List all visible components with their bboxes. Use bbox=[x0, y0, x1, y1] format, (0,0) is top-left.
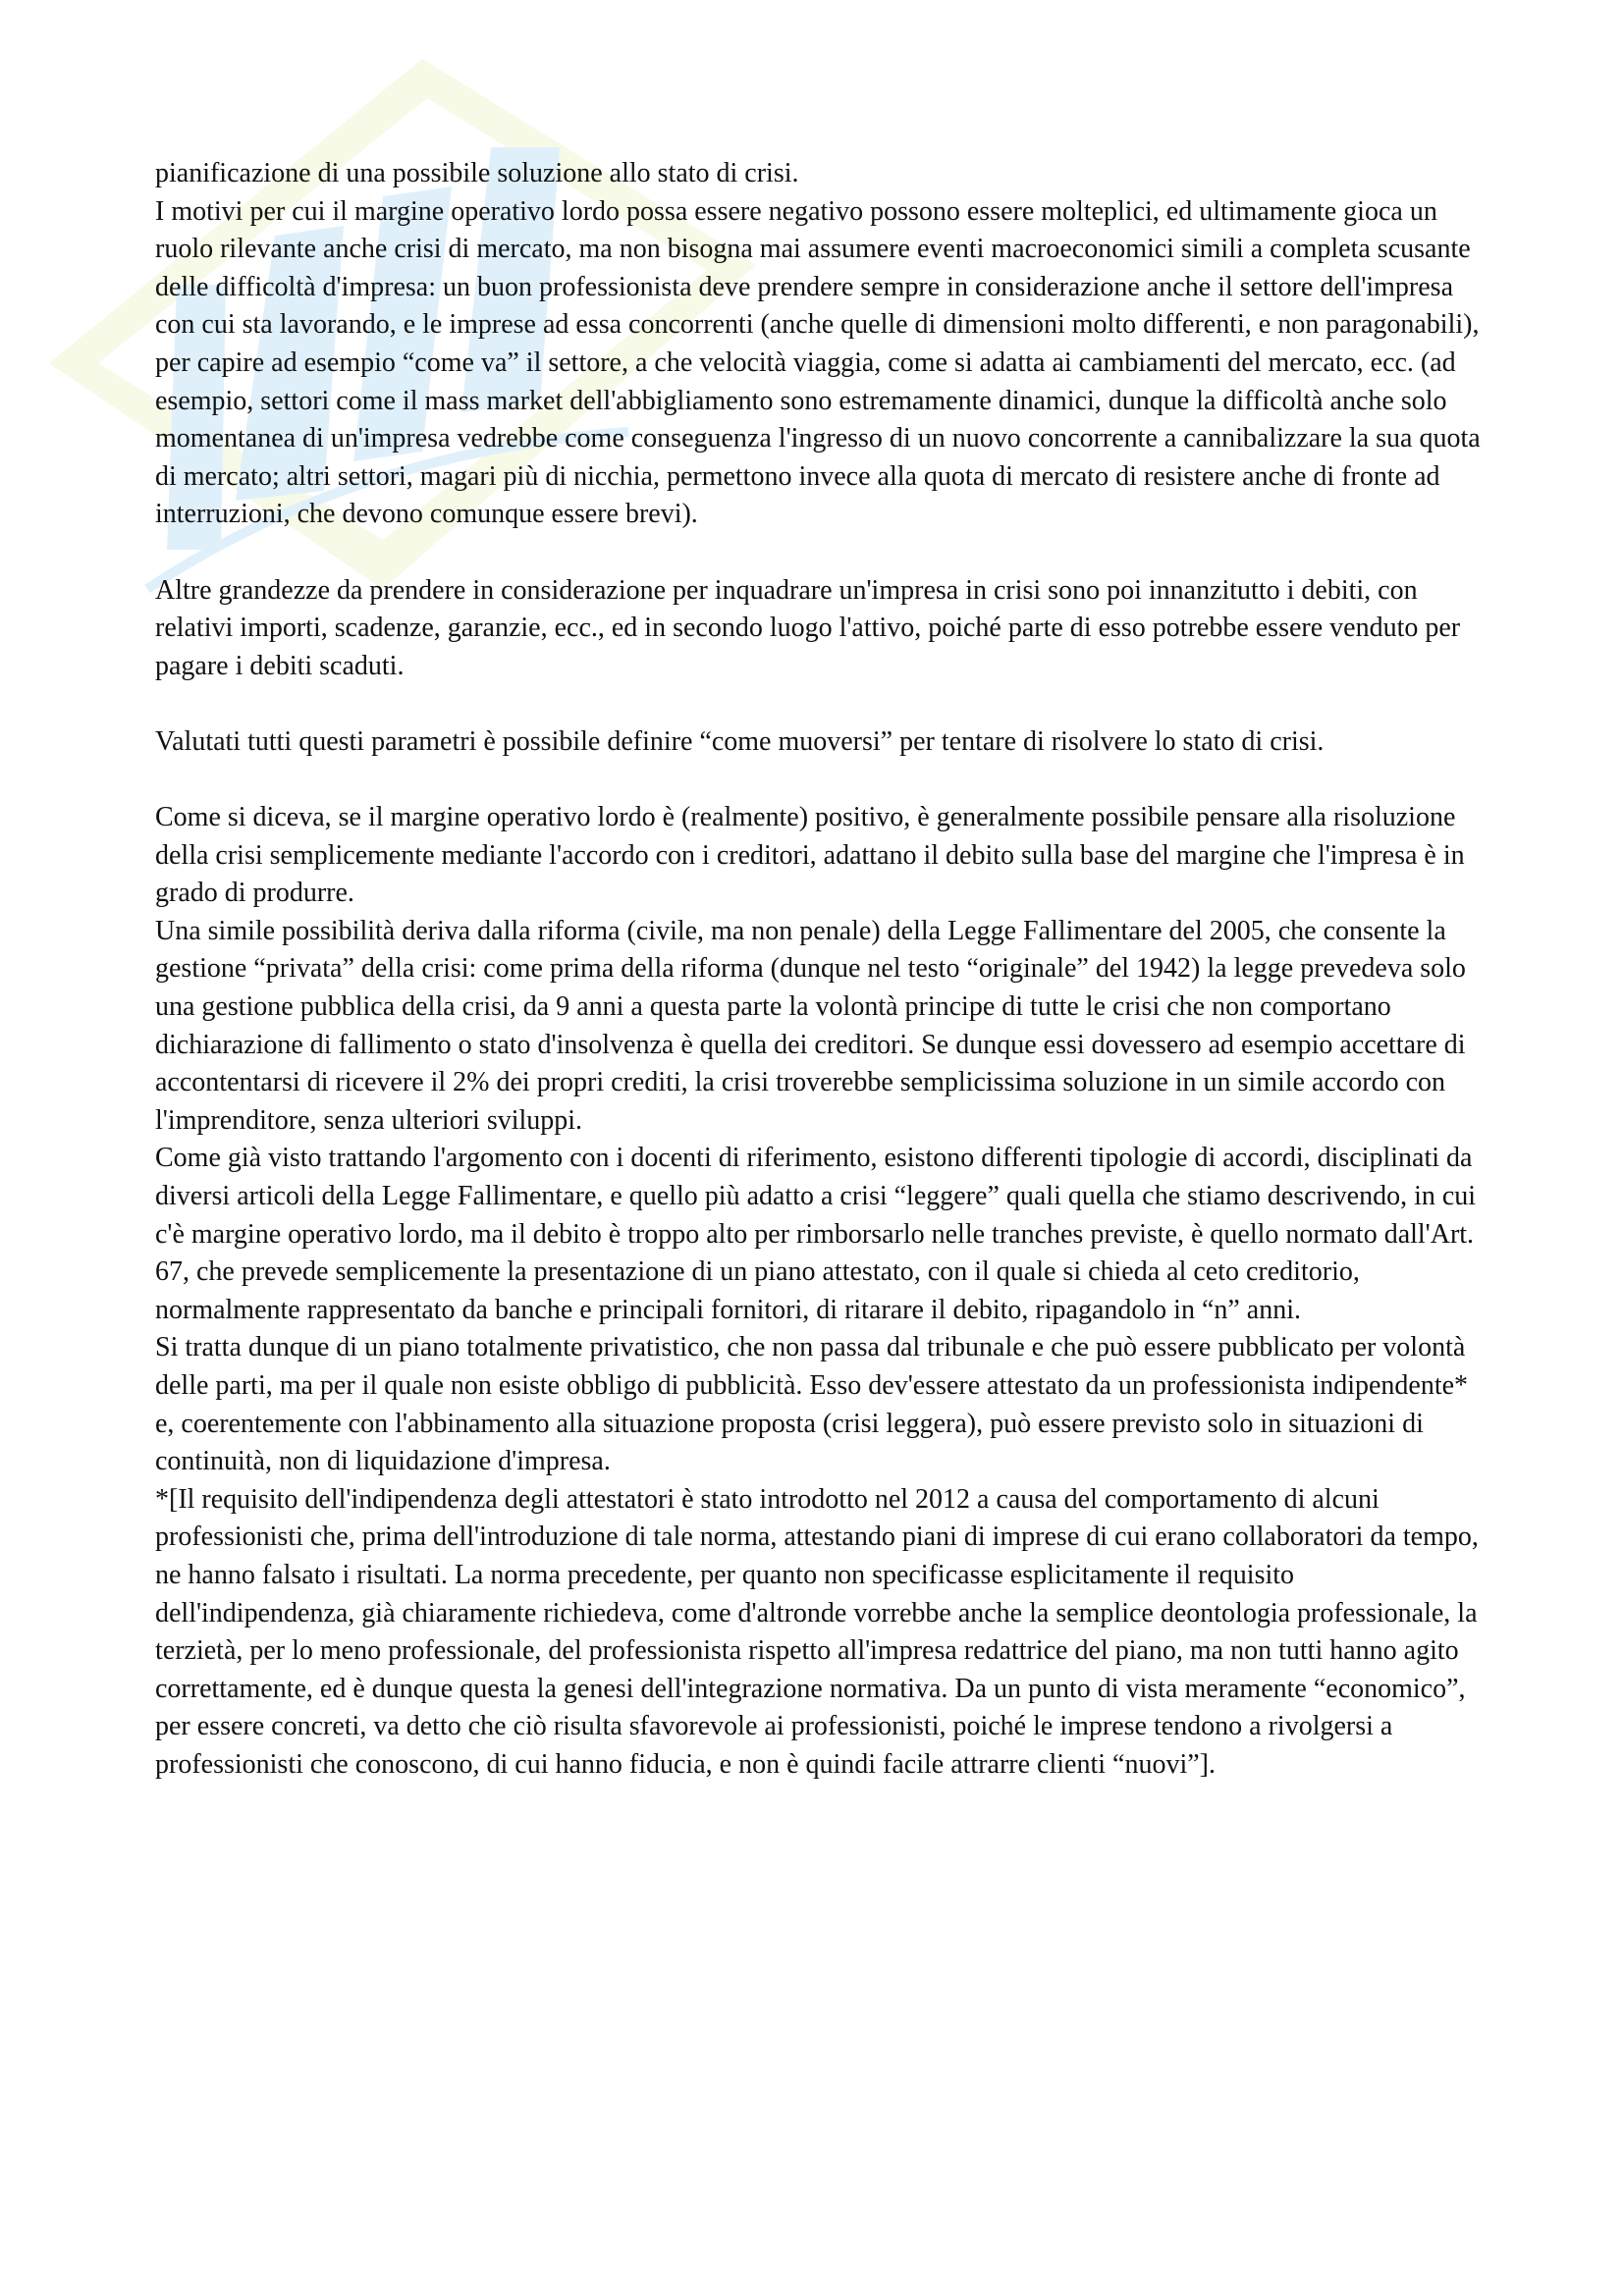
paragraph-gap bbox=[155, 534, 1486, 572]
paragraph-valutati: Valutati tutti questi parametri è possibile definire “come muoversi” per tentare di risolvere lo stato di crisi. bbox=[155, 725, 1325, 757]
paragraph-intro: pianificazione di una possibile soluzione allo stato di crisi. bbox=[155, 158, 799, 188]
paragraph-altre-grandezze: Altre grandezze da prendere in considerazione per inquadrare un'impresa in crisi sono poi innanzitutto i debiti, con relativi importi, scadenze, garanzie, ecc., ed in secondo luogo l'attivo, poiché parte di esso potrebbe essere venduto per pagare i debiti scaduti. bbox=[155, 574, 1461, 681]
paragraph-riforma: Una simile possibilità deriva dalla riforma (civile, ma non penale) della Legge Fallimentare del 2005, che consente la gestione “privata” della crisi: come prima della riforma (dunque nel testo “originale” del 1942) la legge prevedeva solo una gestione pubblica della crisi, da 9 anni a questa parte la volontà principe di tutte le crisi che non comportano dichiarazione di fallimento o stato d'insolvenza è quella dei creditori. Se dunque essi dovessero ad esempio accettare di accontentarsi di ricevere il 2% dei propri crediti, la crisi troverebbe semplicissima soluzione in un simile accordo con l'imprenditore, senza ulteriori sviluppi. bbox=[155, 915, 1466, 1136]
paragraph-accordi: Come già visto trattando l'argomento con i docenti di riferimento, esistono differenti tipologie di accordi, disciplinati da diversi articoli della Legge Fallimentare, e quello più adatto a crisi “leggere” quali quella che stiamo descrivendo, in cui c'è margine operativo lordo, ma il debito è troppo alto per rimborsarlo nelle tranches previste, è quello normato dall'Art. 67, che prevede semplicemente la presentazione di un piano attestato, con il quale si chieda al ceto creditorio, normalmente rappresentato da banche e principali fornitori, di ritarare il debito, ripagandolo in “n” anni. bbox=[155, 1143, 1477, 1325]
document-body bbox=[155, 155, 1486, 1785]
paragraph-piano-privatistico: Si tratta dunque di un piano totalmente privatistico, che non passa dal tribunale e che può essere pubblicato per volontà delle parti, ma per il quale non esiste obbligo di pubblicità. Esso dev'essere attestato da un professionista indipendente* e, coerentemente con l'abbinamento alla situazione proposta (crisi leggera), può essere previsto solo in situazioni di continuità, non di liquidazione d'impresa. bbox=[155, 1332, 1469, 1477]
paragraph-gap bbox=[155, 762, 1486, 800]
paragraph-gap bbox=[155, 685, 1486, 723]
paragraph-motivi: I motivi per cui il margine operativo lordo possa essere negativo possono essere molteplici, ed ultimamente gioca un ruolo rilevante anche crisi di mercato, ma non bisogna mai assumere eventi macroeconomici simili a completa scusante delle difficoltà d'impresa: un buon professionista deve prendere sempre in considerazione anche il settore dell'impresa con cui sta lavorando, e le imprese ad essa concorrenti (anche quelle di dimensioni molto differenti, e non paragonabili), per capire ad esempio “come va” il settore, a che velocità viaggia, come si adatta ai cambiamenti del mercato, ecc. (ad esempio, settori come il mass market dell'abbigliamento sono estremamente dinamici, dunque la difficoltà anche solo momentanea di un'impresa vedrebbe come conseguenza l'ingresso di un nuovo concorrente a cannibalizzare la sua quota di mercato; altri settori, magari più di nicchia, permettono invece alla quota di mercato di resistere anche di fronte ad interruzioni, che devono comunque essere brevi). bbox=[155, 195, 1481, 530]
paragraph-footnote-indipendenza: *[Il requisito dell'indipendenza degli attestatori è stato introdotto nel 2012 a causa del comportamento di alcuni professionisti che, prima dell'introduzione di tale norma, attestando piani di imprese di cui erano collaboratori da tempo, ne hanno falsato i risultati. La norma precedente, per quanto non specificasse esplicitamente il requisito dell'indipendenza, già chiaramente richiedeva, come d'altronde vorrebbe anche la semplice deontologia professionale, la terzietà, per lo meno professionale, del professionista rispetto all'impresa redattrice del piano, ma non tutti hanno agito correttamente, ed è dunque questa la genesi dell'integrazione normativa. Da un punto di vista meramente “economico”, per essere concreti, va detto che ciò risulta sfavorevole ai professionisti, poiché le imprese tendono a rivolgersi a professionisti che conoscono, di cui hanno fiducia, e non è quindi facile attrarre clienti “nuovi”]. bbox=[155, 1483, 1479, 1780]
paragraph-come-si-diceva: Come si diceva, se il margine operativo lordo è (realmente) positivo, è generalmente possibile pensare alla risoluzione della crisi semplicemente mediante l'accordo con i creditori, adattano il debito sulla base del margine che l'impresa è in grado di produrre. bbox=[155, 802, 1465, 909]
